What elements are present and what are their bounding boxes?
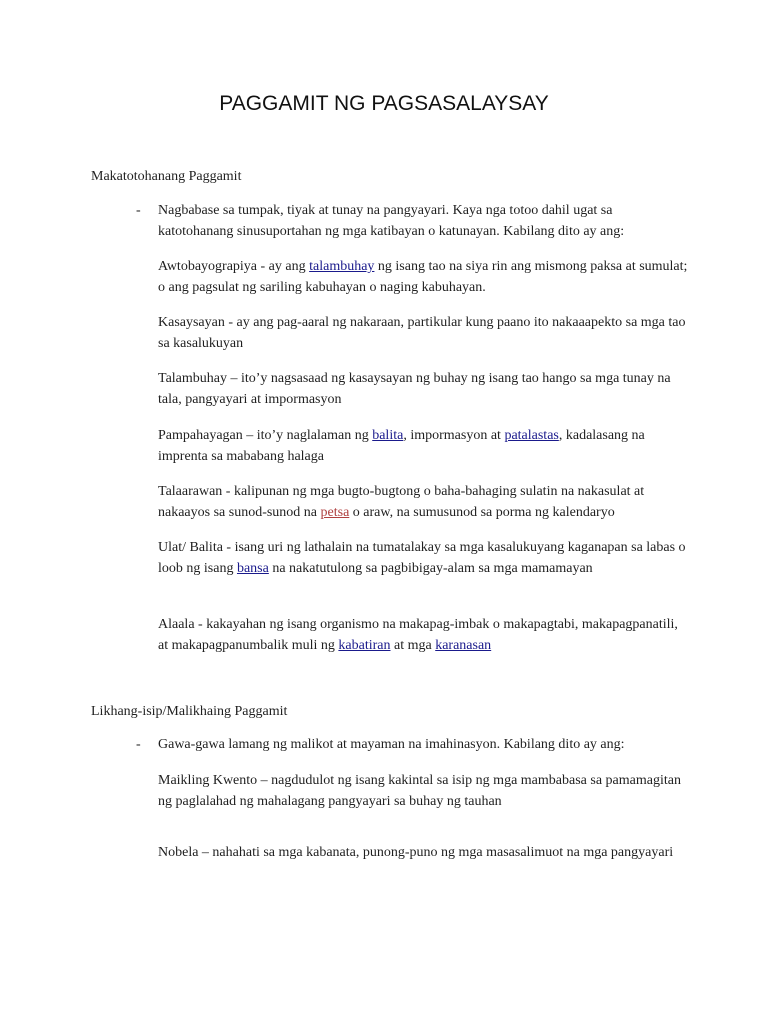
link-balita[interactable]: balita (372, 428, 404, 443)
document-title: PAGGAMIT NG PAGSASALAYSAY (219, 92, 549, 115)
link-kabatiran[interactable]: kabatiran (338, 637, 391, 653)
bullet-dash: - (136, 737, 141, 752)
section2-intro: Gawa-gawa lamang ng malikot at mayaman na imahinasyon. Kabilang dito ay ang: (158, 737, 625, 752)
item-awtobayograpiya: Awtobayograpiya - ay ang talambuhay ng isang tao na siya rin ang mismong paksa at sumulat; o ang pagsulat ng sariling kabuhayan o naging kabuhayan. (158, 259, 688, 295)
item-kasaysayan: Kasaysayan - ay ang pag-aaral ng nakaraan, partikular kung paano ito nakaaapekto sa mga tao sa kasalukuyan (158, 315, 686, 351)
link-patalastas[interactable]: patalastas (504, 428, 559, 443)
item-nobela: Nobela – nahahati sa mga kabanata, punong-puno ng mga masasalimuot na mga pangyayari (158, 845, 674, 860)
item-ulat-balita: Ulat/ Balita - isang uri ng lathalain na tumatalakay sa mga kasalukuyang kaganapan sa labas o loob ng isang bansa na nakatutulong sa pagbibigay-alam sa mga mamamayan (158, 540, 686, 576)
item-talaarawan: Talaarawan - kalipunan ng mga bugto-bugtong o baha-bahaging sulatin na nakasulat at nakaayos sa sunod-sunod na petsa o araw, na sumusunod sa porma ng kalendaryo (158, 484, 645, 520)
link-bansa[interactable]: bansa (236, 560, 269, 576)
link-karanasan[interactable]: karanasan (435, 637, 492, 653)
item-maikling-kwento: Maikling Kwento – nagdudulot ng isang kakintal sa isip ng mga mambabasa sa pamamagitan ng paglalahad ng mahalagang pangyayari sa buhay ng tauhan (158, 773, 681, 809)
section1-intro: Nagbabase sa tumpak, tiyak at tunay na pangyayari. Kaya nga totoo dahil ugat sa katotohanang sinusuportahan ng mga katibayan o katunayan. Kabilang dito ay ang: (158, 203, 625, 239)
link-talambuhay[interactable]: talambuhay (309, 259, 375, 274)
link-petsa[interactable]: petsa (320, 504, 350, 520)
item-talambuhay: Talambuhay – ito’y nagsasaad ng kasaysayan ng buhay ng isang tao hango sa mga tunay na tala, pangyayari at impormasyon (158, 371, 671, 407)
bullet-dash: - (136, 203, 141, 218)
item-pampahayagan: Pampahayagan – ito’y naglalaman ng balita, impormasyon at patalastas, kadalasang na imprenta sa mababang halaga (158, 428, 645, 464)
section-heading-makatotohanan: Makatotohanang Paggamit (91, 169, 242, 184)
item-alaala: Alaala - kakayahan ng isang organismo na makapag-imbak o makapagtabi, makapagpanatili, at makapagpanumbalik muli ng kabatiran at mga karanasan (158, 617, 678, 653)
section-heading-likhang-isip: Likhang-isip/Malikhaing Paggamit (91, 704, 288, 719)
